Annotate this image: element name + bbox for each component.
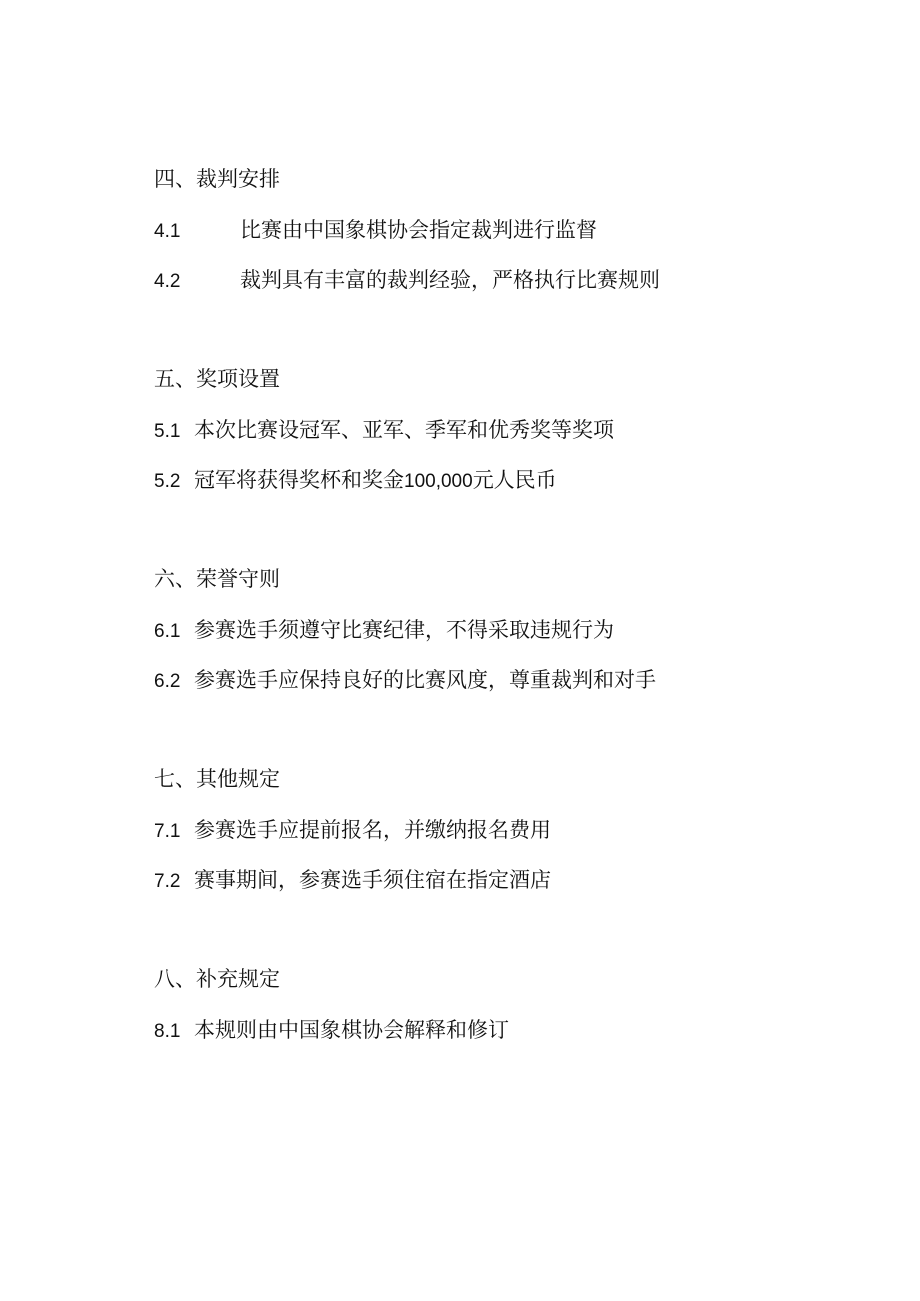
item-number: 5.2 <box>154 471 181 492</box>
item-text-after: 元人民币 <box>472 468 557 492</box>
item-text: 裁判具有丰富的裁判经验，严格执行比赛规则 <box>240 268 660 292</box>
item-text: 赛事期间，参赛选手须住宿在指定酒店 <box>194 868 551 892</box>
section-heading: 八、补充规定 <box>154 967 280 991</box>
item-number: 6.2 <box>154 671 181 692</box>
list-item <box>154 666 656 696</box>
list-item <box>154 216 597 246</box>
list-item <box>154 1016 509 1046</box>
item-text: 比赛由中国象棋协会指定裁判进行监督 <box>240 218 597 242</box>
item-number: 7.1 <box>154 821 181 842</box>
list-item <box>154 416 614 446</box>
item-number: 5.1 <box>154 421 181 442</box>
item-number: 4.2 <box>154 271 181 292</box>
item-text-before: 冠军将获得奖杯和奖金 <box>194 468 404 492</box>
list-item <box>154 616 614 646</box>
item-text: 参赛选手应保持良好的比赛风度，尊重裁判和对手 <box>194 668 656 692</box>
prize-amount: 100,000 <box>404 471 473 492</box>
section-heading: 七、其他规定 <box>154 767 280 791</box>
list-item <box>154 266 660 296</box>
section-heading: 五、奖项设置 <box>154 367 280 391</box>
list-item <box>154 816 551 846</box>
item-number: 7.2 <box>154 871 181 892</box>
item-text: 本规则由中国象棋协会解释和修订 <box>194 1018 509 1042</box>
item-text: 参赛选手须遵守比赛纪律，不得采取违规行为 <box>194 618 614 642</box>
list-item <box>154 866 551 896</box>
item-number: 8.1 <box>154 1021 181 1042</box>
item-number: 6.1 <box>154 621 181 642</box>
list-item <box>154 466 557 496</box>
item-text: 参赛选手应提前报名，并缴纳报名费用 <box>194 818 551 842</box>
section-heading: 四、裁判安排 <box>154 167 280 191</box>
item-text: 本次比赛设冠军、亚军、季军和优秀奖等奖项 <box>194 418 614 442</box>
section-heading: 六、荣誉守则 <box>154 567 280 591</box>
item-number: 4.1 <box>154 221 181 242</box>
